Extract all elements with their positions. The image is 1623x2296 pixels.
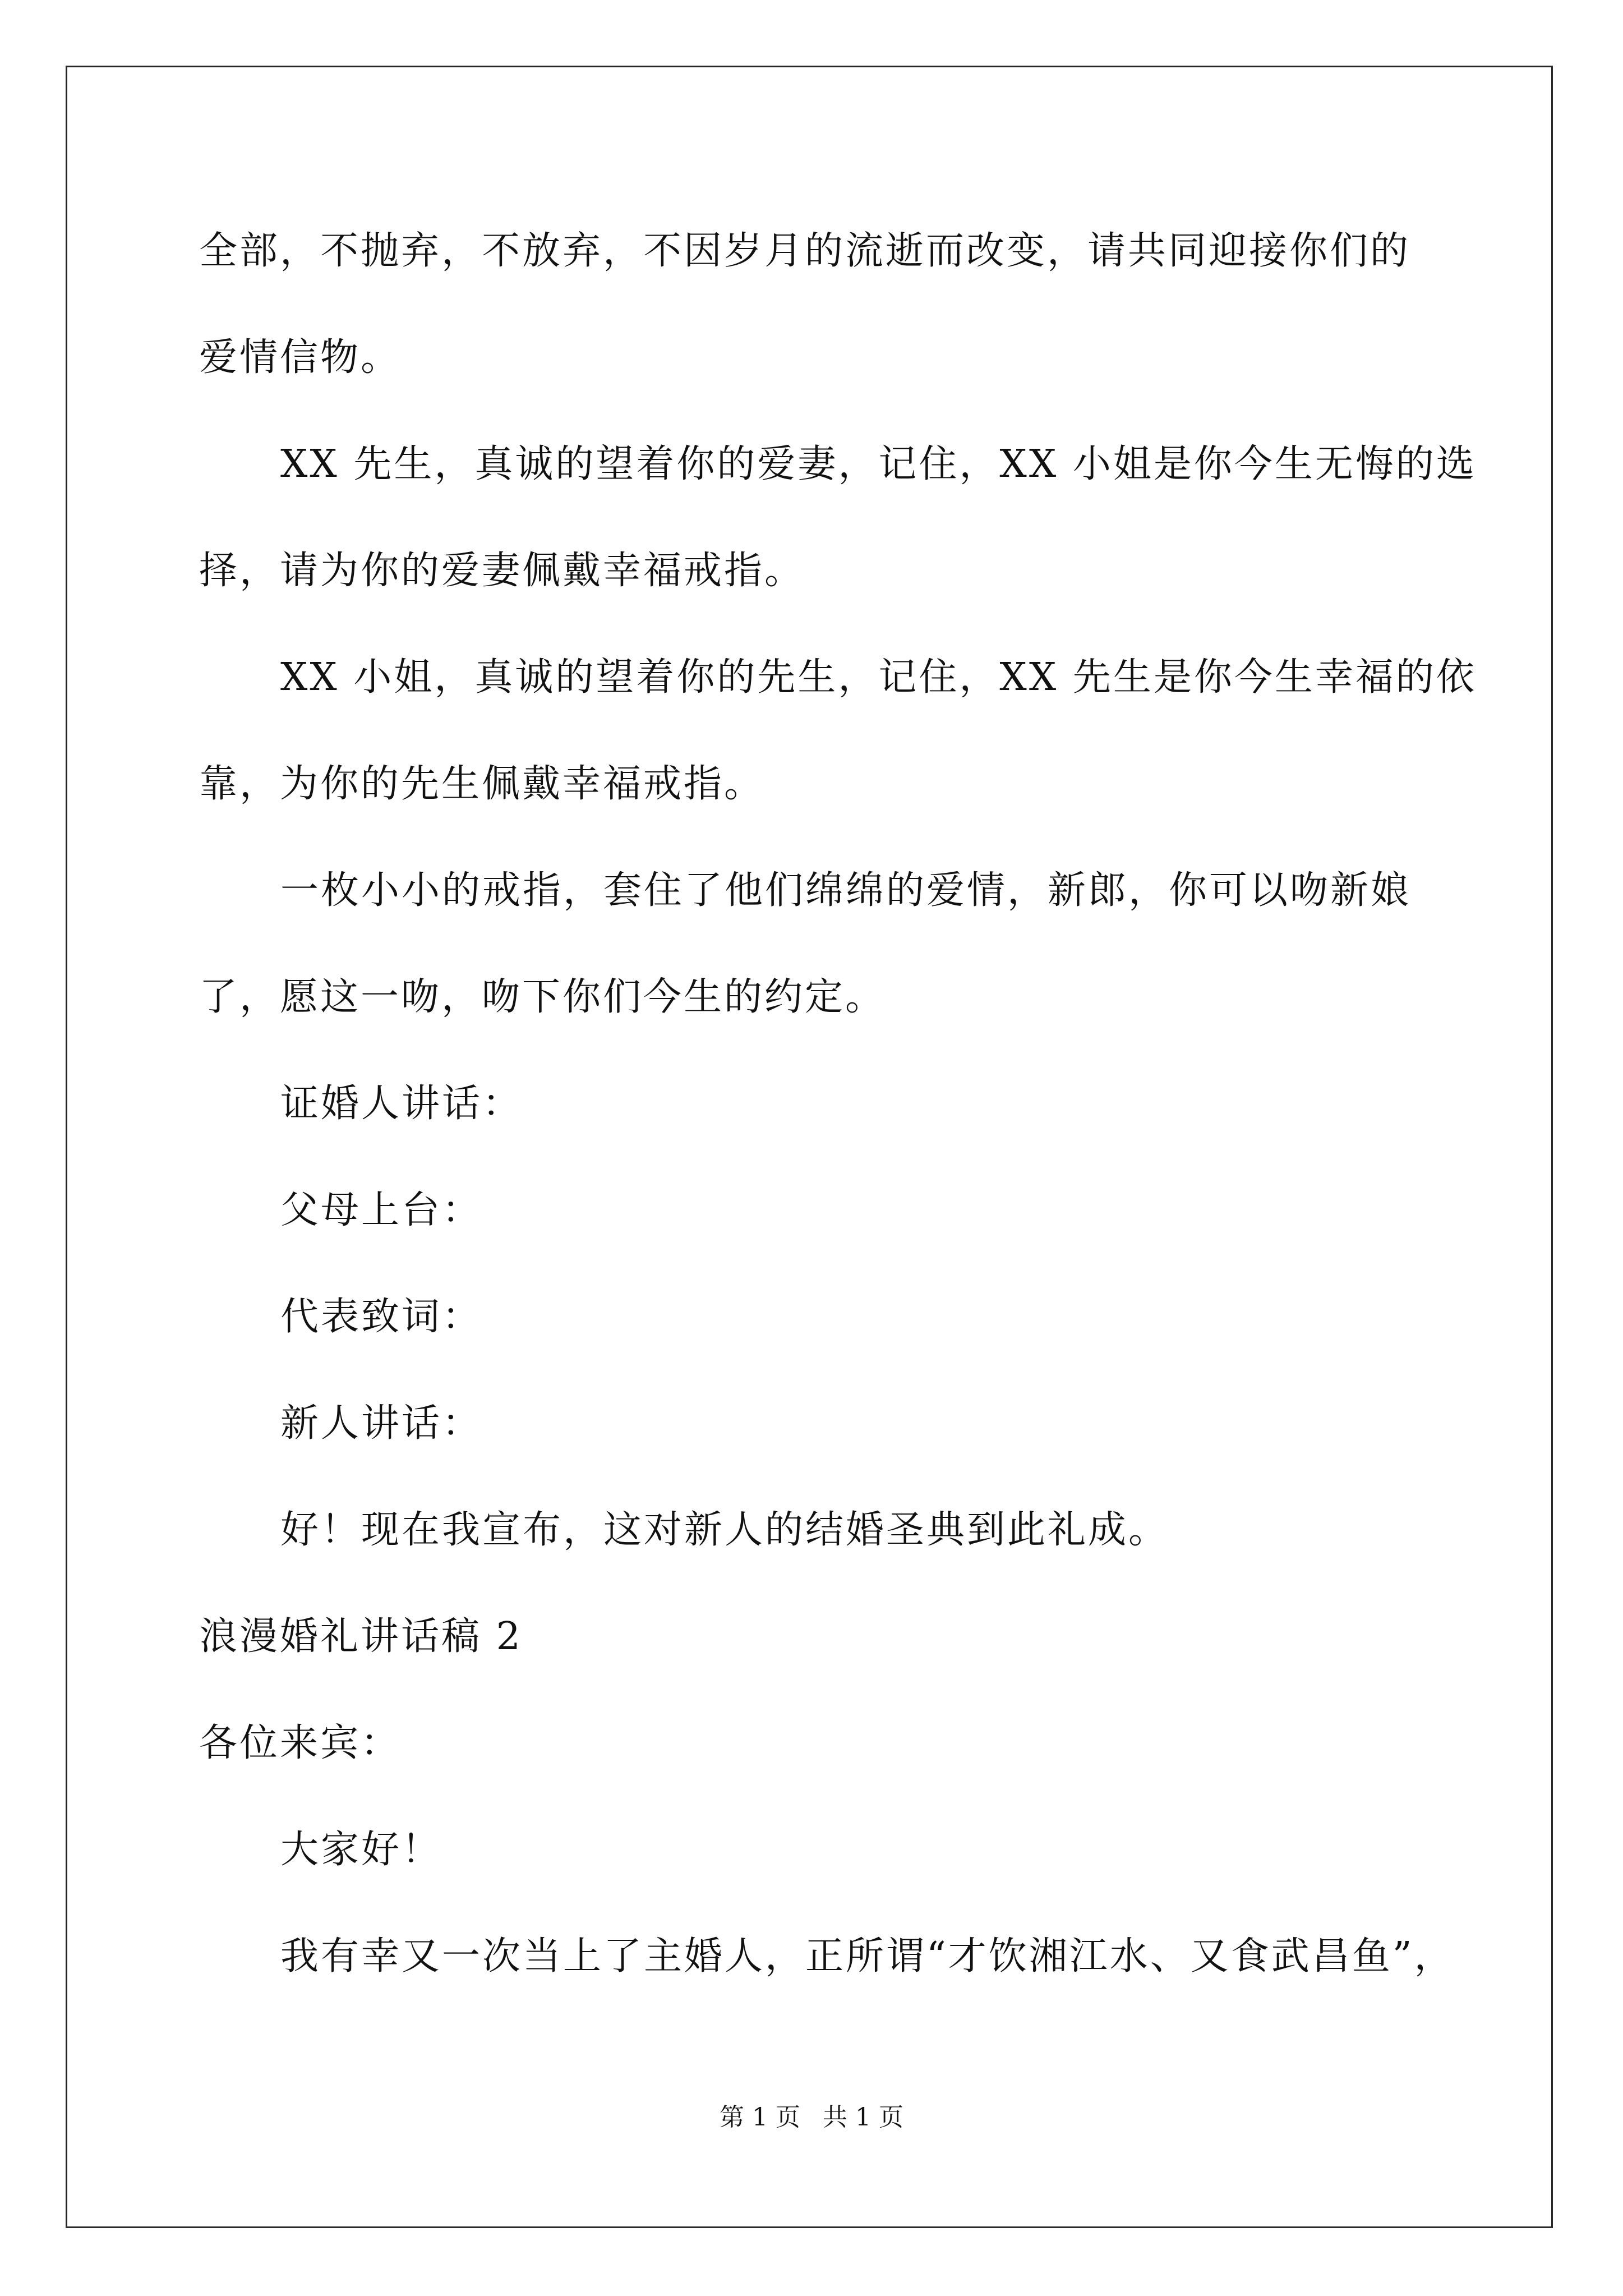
text-line: 各位来宾： (199, 1721, 402, 1765)
text-line: 父母上台： (280, 1188, 483, 1232)
text-line: 新人讲话： (280, 1401, 483, 1446)
page-frame (66, 66, 1553, 2228)
text-line: 了，愿这一吻，吻下你们今生的约定。 (199, 975, 886, 1019)
text-line: 择，请为你的爱妻佩戴幸福戒指。 (199, 549, 805, 593)
text-line: 全部，不抛弃，不放弃，不因岁月的流逝而改变，请共同迎接你们的 (199, 229, 1411, 273)
section-heading: 浪漫婚礼讲话稿 2 (199, 1614, 523, 1659)
text-line: 好！现在我宣布，这对新人的结婚圣典到此礼成。 (280, 1508, 1169, 1552)
text-line: 一枚小小的戒指，套住了他们绵绵的爱情，新郎，你可以吻新娘 (280, 868, 1412, 913)
text-line: 代表致词： (280, 1295, 483, 1339)
page-footer (0, 2104, 1623, 2132)
text-line: 大家好！ (280, 1828, 442, 1872)
text-line: 我有幸又一次当上了主婚人，正所谓“才饮湘江水、又食武昌鱼”， (280, 1934, 1455, 1978)
text-line: XX 先生，真诚的望着你的爱妻，记住，XX 小姐是你今生无悔的选 (280, 442, 1477, 486)
page-number: 第 1 页 (720, 2103, 800, 2132)
text-line: 证婚人讲话： (280, 1082, 523, 1126)
text-line: 爱情信物。 (199, 335, 402, 380)
page-total: 共 1 页 (823, 2103, 903, 2132)
text-line: 靠，为你的先生佩戴幸福戒指。 (199, 762, 765, 806)
text-line: XX 小姐，真诚的望着你的先生，记住，XX 先生是你今生幸福的依 (280, 655, 1477, 700)
